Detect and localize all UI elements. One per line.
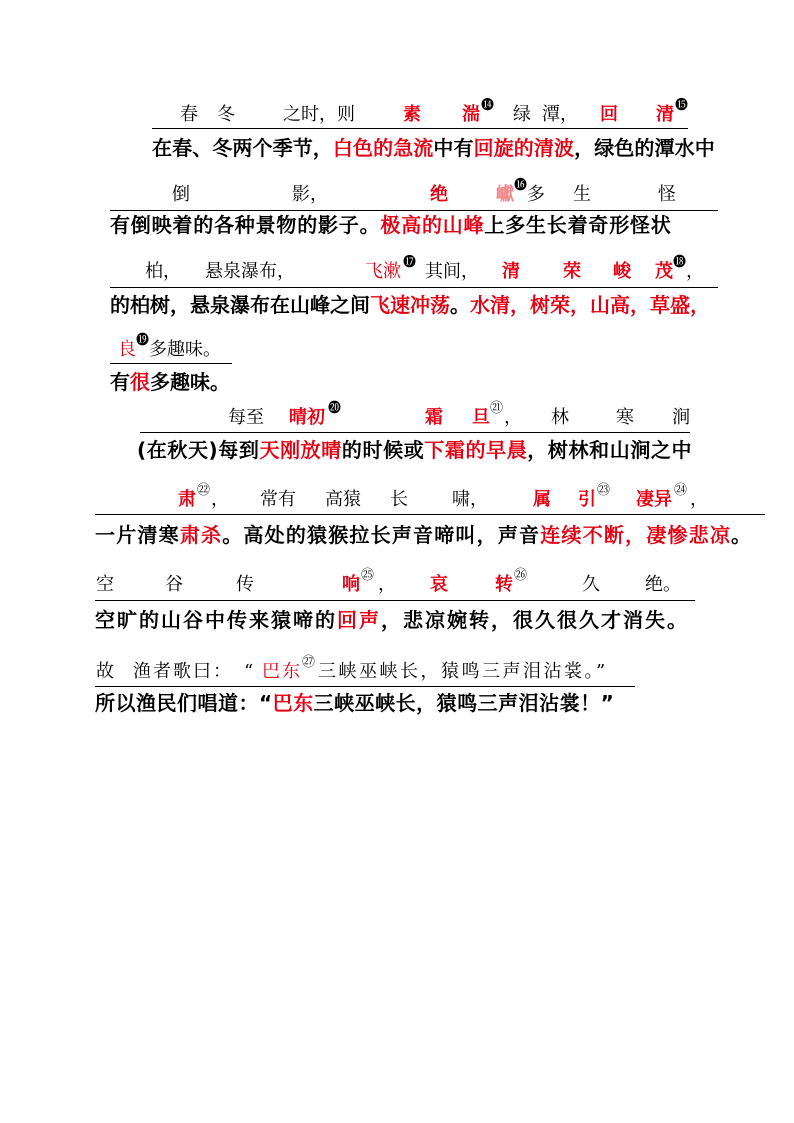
translation-text: 的时候或	[341, 438, 425, 462]
translation-text: 一片清寒	[95, 523, 180, 547]
keyword-original: 清	[502, 261, 520, 282]
keyword-original: 属	[533, 489, 551, 510]
footnote-marker: ㉕	[361, 568, 375, 583]
original-line-3	[0, 255, 794, 283]
original-text: 怪	[658, 184, 676, 205]
original-text: 冬	[217, 104, 235, 125]
translation-text: 的柏树，悬泉瀑布在山峰之间	[110, 293, 370, 317]
keyword-translation: 肃杀	[179, 523, 223, 547]
original-text: 涧	[672, 407, 690, 428]
translation-text: 三峡巫峡长，猿鸣三声泪沾裳！”	[313, 691, 615, 715]
keyword-translation: 极高的山峰	[380, 213, 485, 237]
footnote-marker: ⓯	[675, 98, 689, 113]
original-line-1	[0, 98, 794, 126]
original-text: 影，	[292, 184, 328, 205]
original-text: 倒	[172, 184, 190, 205]
keyword-original: 清	[656, 104, 674, 125]
original-text: 渔者歌曰：	[133, 661, 233, 682]
keyword-original: 巘	[496, 184, 514, 205]
keyword-original: 飞漱	[365, 261, 401, 282]
underline-rule	[140, 432, 690, 433]
footnote-marker: ㉗	[302, 655, 316, 670]
keyword-original: 素	[403, 104, 421, 125]
original-text: 生	[573, 184, 591, 205]
translation-text: 所以渔民们唱道：“	[95, 691, 273, 715]
original-text: ，	[686, 261, 704, 282]
original-text: “	[244, 661, 256, 682]
keyword-translation: 很	[130, 370, 150, 394]
keyword-original: 晴初	[289, 407, 325, 428]
original-text: 每至	[228, 407, 264, 428]
keyword-original: 转	[495, 574, 513, 595]
keyword-original: 茂	[655, 261, 673, 282]
keyword-original: 肃	[178, 489, 196, 510]
original-text: 多趣味。	[149, 339, 221, 360]
original-text: 长	[390, 489, 408, 510]
original-line-5	[0, 401, 794, 429]
keyword-original: 引	[578, 489, 596, 510]
footnote-marker: ⓮	[481, 98, 495, 113]
original-text: 多	[527, 184, 545, 205]
original-text: 春	[180, 104, 198, 125]
translation-line-5	[137, 438, 692, 462]
translation-line-3	[110, 293, 710, 317]
translation-text: 有	[110, 370, 130, 394]
original-text: 高猿	[325, 489, 361, 510]
original-text: 其间，	[425, 261, 479, 282]
keyword-translation: 天刚放晴	[259, 438, 342, 462]
original-line-4	[0, 333, 794, 361]
footnote-marker: ㉔	[674, 483, 688, 498]
translation-text: ，悲凉婉转，很久很久才消失。	[381, 608, 689, 632]
original-text: 悬泉瀑布，	[205, 261, 295, 282]
original-text: 之时，则	[283, 104, 355, 125]
translation-line-6	[95, 523, 752, 547]
translation-text: 多趣味。	[150, 370, 230, 394]
original-text: 三峡巫峡长，猿鸣三声泪沾裳。”	[318, 661, 608, 682]
footnote-marker: ⓱	[403, 255, 417, 270]
translation-line-7	[95, 608, 689, 632]
keyword-original: 旦	[472, 407, 490, 428]
footnote-marker: ㉑	[490, 401, 504, 416]
original-text: 柏，	[145, 261, 181, 282]
underline-rule	[95, 686, 635, 687]
translation-text: 。	[450, 293, 470, 317]
underline-rule	[152, 128, 688, 129]
keyword-translation: 白色的急流	[332, 136, 434, 160]
translation-line-1	[152, 136, 715, 160]
keyword-translation: 回声	[337, 608, 381, 632]
footnote-marker: ⓲	[673, 255, 687, 270]
translation-text: (在秋天)每到	[137, 438, 260, 462]
keyword-original: 绝	[430, 184, 448, 205]
original-text: 潭，	[542, 104, 578, 125]
keyword-original: 湍	[462, 104, 480, 125]
translation-text: 。高处的猿猴拉长声音啼叫，声音	[222, 523, 541, 547]
translation-text: 上多生长着奇形怪状	[484, 213, 672, 237]
translation-text: ，树林和山涧之中	[527, 438, 693, 462]
keyword-original: 良	[118, 339, 136, 360]
keyword-original: 巴东	[262, 661, 302, 682]
original-text: ，	[504, 407, 522, 428]
keyword-original: 荣	[563, 261, 581, 282]
footnote-marker: ⓴	[328, 401, 342, 416]
translation-line-4	[110, 370, 230, 394]
original-text: 常有	[260, 489, 296, 510]
original-text: 谷	[165, 574, 183, 595]
original-text: 故	[96, 661, 116, 682]
original-text: 久	[582, 574, 600, 595]
keyword-translation: 巴东	[272, 691, 314, 715]
original-line-6	[0, 483, 794, 511]
original-line-7	[0, 568, 794, 596]
footnote-marker: ㉓	[597, 483, 611, 498]
original-text: 寒	[616, 407, 634, 428]
original-text: 绿	[513, 104, 531, 125]
keyword-original: 响	[342, 574, 360, 595]
translation-line-8	[95, 691, 614, 715]
keyword-original: 回	[600, 104, 618, 125]
footnote-marker: ⓳	[136, 333, 150, 348]
keyword-original: 哀	[430, 574, 448, 595]
keyword-original: 霜	[425, 407, 443, 428]
original-text: 绝。	[645, 574, 681, 595]
original-text: 林	[551, 407, 569, 428]
translation-text: 有倒映着的各种景物的影子。	[110, 213, 381, 237]
translation-text: 空旷的山谷中传来猿啼的	[95, 608, 337, 632]
original-line-8	[0, 655, 794, 683]
underline-rule	[95, 600, 695, 601]
footnote-marker: ㉖	[514, 568, 528, 583]
keyword-translation: 下霜的早晨	[424, 438, 528, 462]
translation-text: 在春、冬两个季节，	[152, 136, 333, 160]
keyword-translation: 水清，树荣，山高，草盛，	[470, 293, 710, 317]
translation-text: ，绿色的潭水中	[574, 136, 715, 160]
translation-text: 。	[731, 523, 753, 547]
original-line-2	[0, 178, 794, 206]
keyword-original: 凄异	[636, 489, 672, 510]
underline-rule	[95, 514, 765, 515]
keyword-translation: 回旋的清波	[473, 136, 575, 160]
original-text: 啸，	[452, 489, 488, 510]
original-text: ，	[211, 489, 229, 510]
footnote-marker: ⓰	[514, 178, 528, 193]
underline-rule	[110, 363, 232, 364]
original-text: 传	[236, 574, 254, 595]
keyword-original: 峻	[613, 261, 631, 282]
original-text: ，	[690, 489, 708, 510]
underline-rule	[110, 210, 718, 211]
keyword-translation: 飞速冲荡	[370, 293, 450, 317]
translation-line-2	[110, 213, 672, 237]
original-text: 空	[96, 574, 114, 595]
translation-text: 中有	[433, 136, 474, 160]
keyword-translation: 连续不断，凄惨悲凉	[540, 523, 732, 547]
footnote-marker: ㉒	[197, 483, 211, 498]
underline-rule	[110, 287, 718, 288]
original-text: ，	[378, 574, 396, 595]
